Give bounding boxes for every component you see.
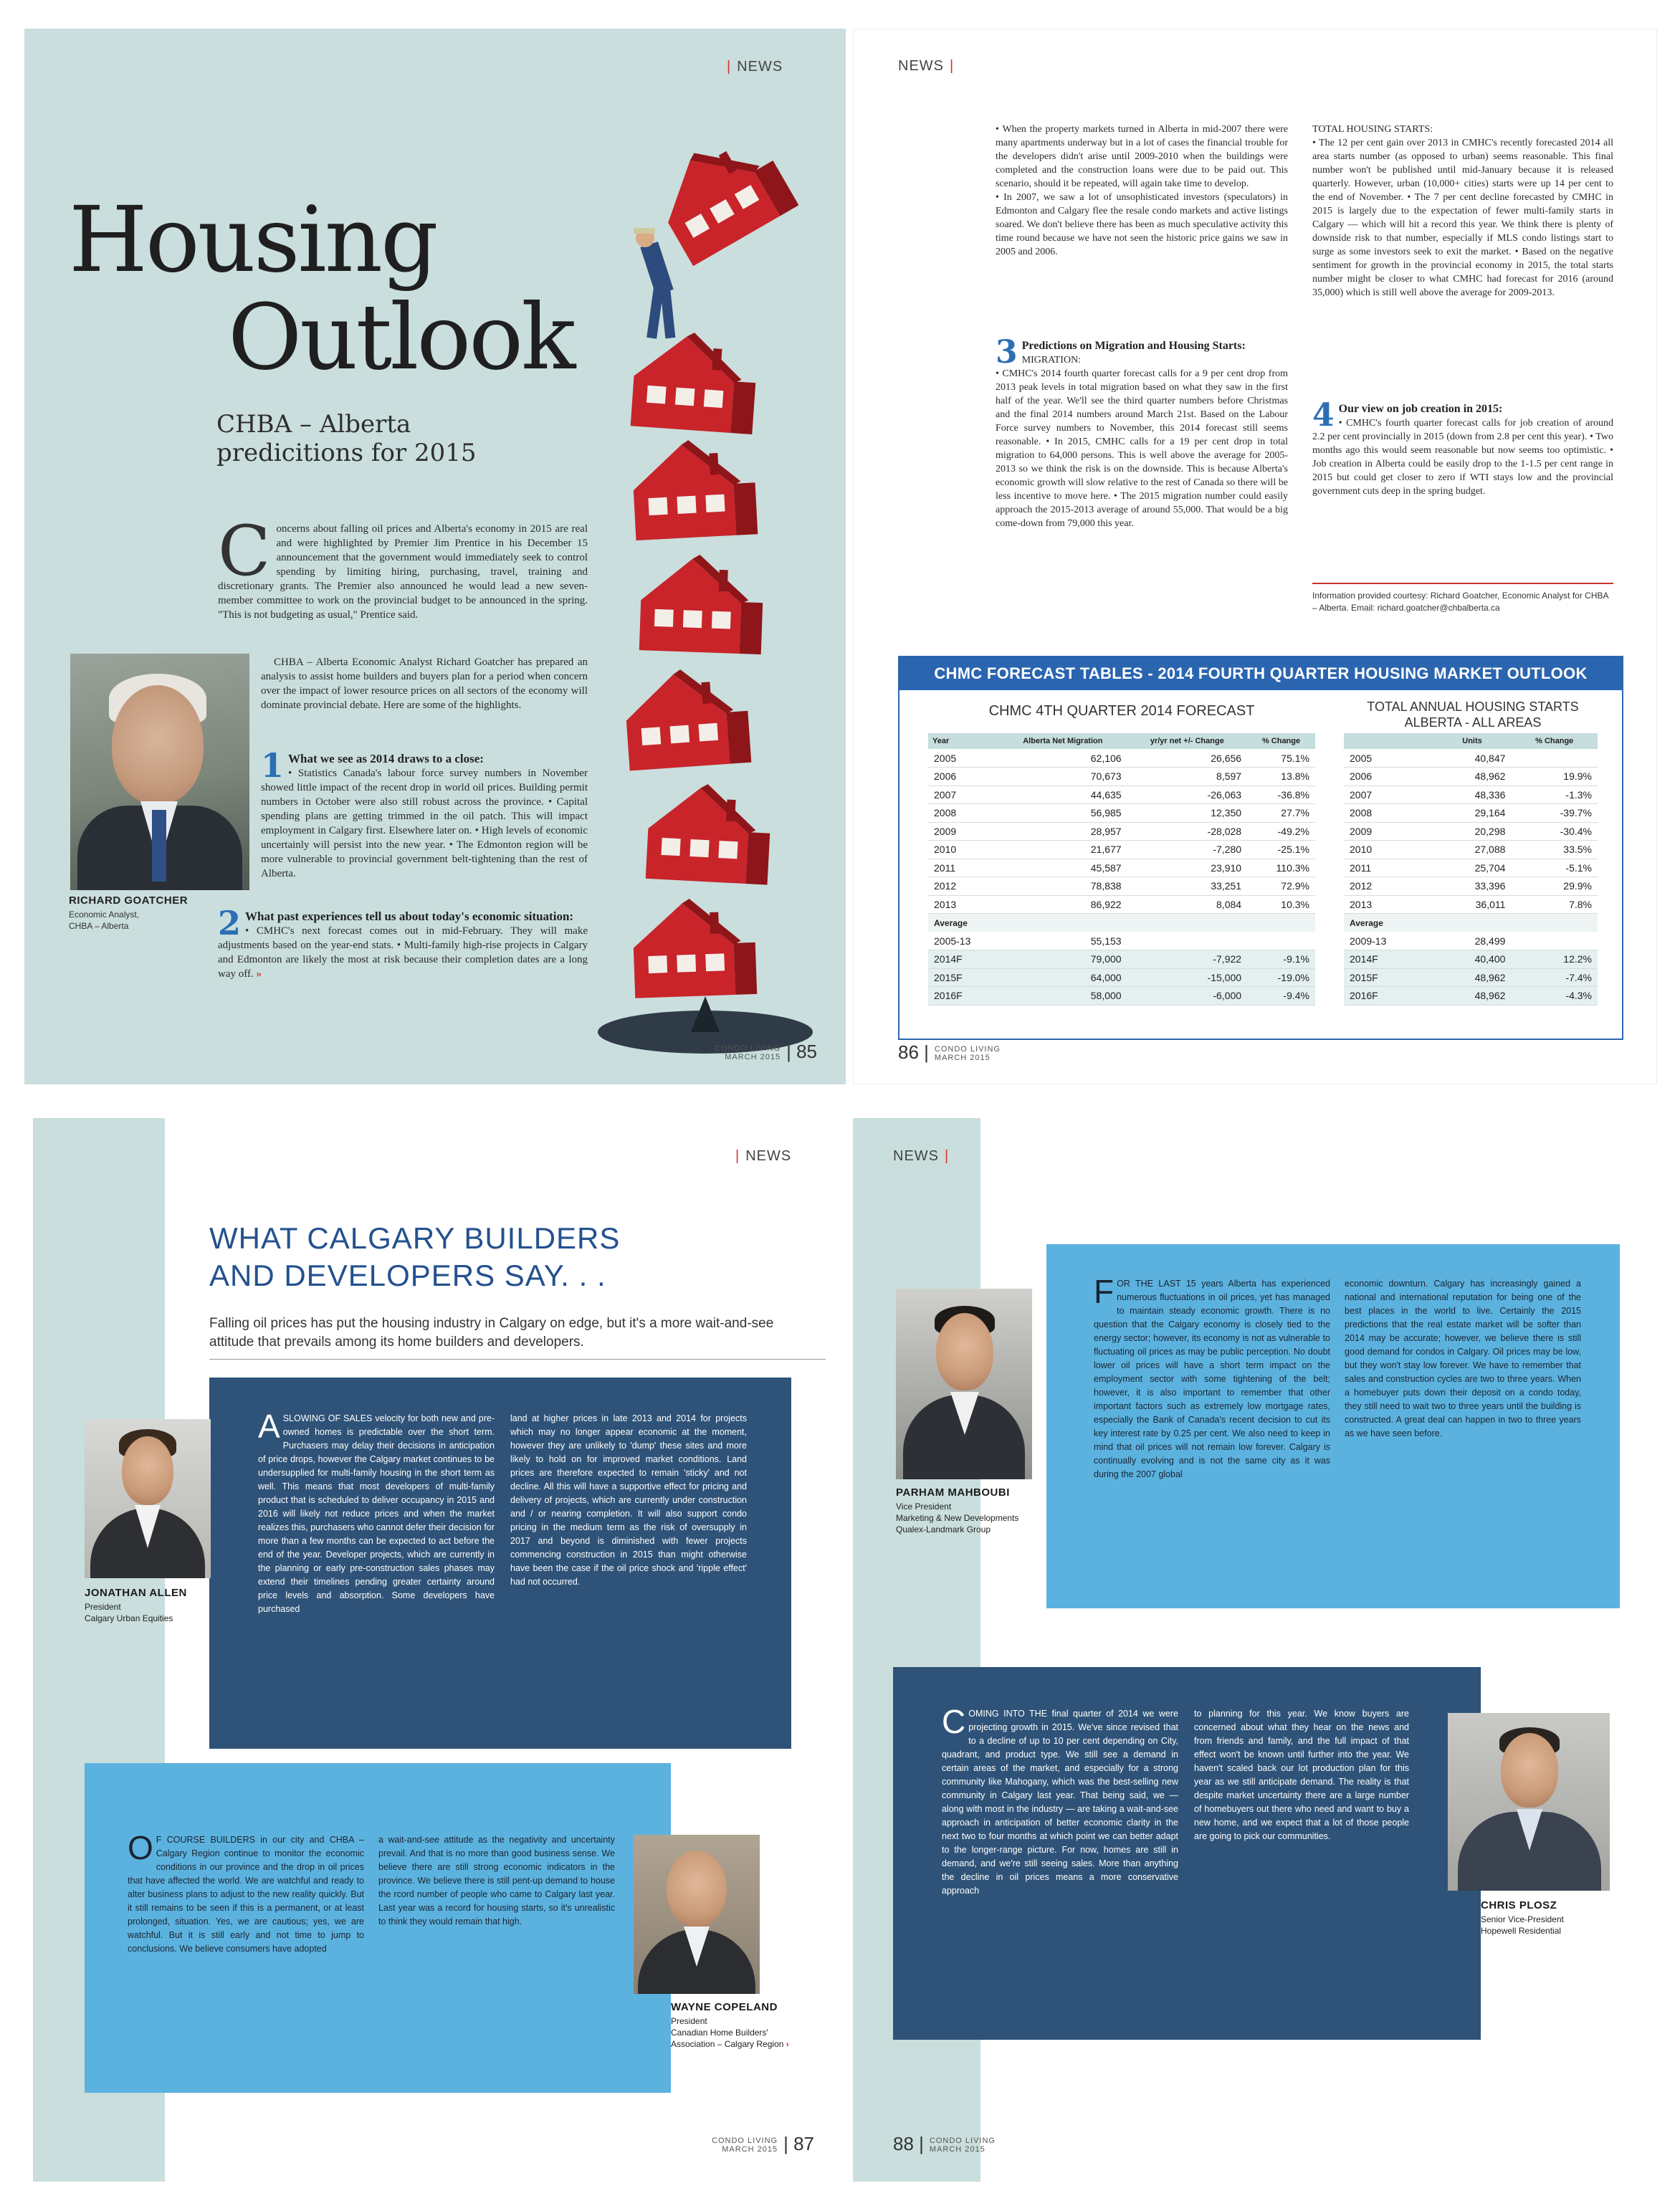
table-cell: 2013 [1344, 895, 1433, 914]
table-cell: -7.4% [1511, 968, 1598, 987]
table-cell [1433, 914, 1512, 932]
table-cell: 33,396 [1433, 877, 1512, 896]
table-cell: -1.3% [1511, 786, 1598, 804]
table-cell: 21,677 [998, 841, 1127, 859]
copeland-role: President Canadian Home Builders' Association – Calgary Region › [671, 2016, 789, 2049]
table-cell: 2010 [928, 841, 998, 859]
table-banner: CHMC FORECAST TABLES - 2014 FOURTH QUARTER HOUSING MARKET OUTLOOK [899, 657, 1622, 690]
quote-column-b: a wait-and-see attitude as the negativity and uncertainty prevail. And that is no more than good business sense. We believe there are still strong economic indicators in the province. We believe there is still pent-up demand to house the rcord number of people who came to Calgary last year. Last year was a record for housing starts, so it's unrealistic to think they would remain that high. [378, 1835, 615, 1927]
table-row [1344, 786, 1598, 804]
section-1: 1 What we see as 2014 draws to a close: • Statistics Canada's labour force survey numbers in November showed little impact of the recent drop in world oil prices. Building permit numbers in October were also still robust across the province. • Capital spending plans are getting trimmed in the oil patch. This will impact employment in Calgary first. Elsewhere later on. • High levels of economic uncertainly will persist into the new year. • The Edmonton region will be more vulnerable to provincial government belt-tightening than the rest of Alberta. [261, 746, 588, 879]
table-cell: 2016F [928, 987, 998, 1006]
table-row [928, 804, 1315, 823]
continue-arrow-icon: » [256, 968, 262, 980]
table-cell: 2009 [928, 822, 998, 841]
wayne-copeland-photo [634, 1835, 760, 1994]
table-cell: 7.8% [1511, 895, 1598, 914]
jonathan-allen-photo [85, 1419, 211, 1578]
table-cell: -4.3% [1511, 987, 1598, 1006]
drop-cap: O [128, 1829, 153, 1866]
table-cell: -39.7% [1511, 804, 1598, 823]
table-row [928, 822, 1315, 841]
page-footer: CONDO LIVING MARCH 2015 | 87 [712, 2133, 814, 2154]
feature-dek: Falling oil prices has put the housing industry in Calgary on edge, but it's a more wait-and-see attitude that prevails among its home builders and developers. [209, 1316, 774, 1350]
table-row [928, 859, 1315, 877]
intro-text-2: CHBA – Alberta Economic Analyst Richard Goatcher has prepared an analysis to assist home builders and buyers plan for a period when concern over the impact of lower resource prices on all sectors of the economy will dominate provincial debate. Here are some of the highlights. [261, 657, 588, 711]
table-cell: 19.9% [1511, 768, 1598, 786]
table-cell: 48,962 [1433, 968, 1512, 987]
table-cell: 2014F [928, 950, 998, 969]
intro-text: Concerns about falling oil prices and Alberta's economy in 2015 are real and were highlighted by Premier Jim Prentice in his December 15 announcement that the government would immediately seek to control spending by limiting hiring, purchasing, travel, training and discretionary grants. The Premier also announced he would lead a new seven-member committee to work on the provincial budget to be announced in the spring. "This is not budgeting as usual," Prentice said. [218, 511, 588, 621]
table-cell: 20,298 [1433, 822, 1512, 841]
table-cell: 72.9% [1247, 877, 1315, 896]
section-number: 1 [261, 746, 285, 785]
page-number: 86 [898, 1041, 919, 1063]
quote-column-a: O F COURSE BUILDERS in our city and CHBA – Calgary Region continue to monitor the economic conditions in our province and the drop in oil prices that have affected the world. We are watchful and ready to alter business plans to adjust to the new reality quickly. But it still remains to be seen if this is a permanent, or at least prolonged, situation. Yes, we are cautious; yes, we are watchful. But it is still early and not time to jump to conclusions. We believe consumers have adopted [128, 1829, 364, 1954]
article-title-line2: Outlook [228, 285, 574, 390]
table-cell: 86,922 [998, 895, 1127, 914]
divider [1312, 583, 1613, 584]
source-credit: Information provided courtesy: Richard Goatcher, Economic Analyst for CHBA – Alberta. Email: richard.goatcher@chbalberta.ca [1312, 591, 1608, 613]
table-cell: 2006 [928, 768, 998, 786]
column-header [1344, 733, 1433, 749]
section-4: 4 Our view on job creation in 2015: • CMHC's fourth quarter forecast calls for job creation of around 2.2 per cent provincially in 2015 (down from 2.8 per cent this year). • Two months ago this would seem reasonable but now seems too optimistic. • Job creation in Alberta could be easily drop to the 1-1.5 per cent range in 2015 but could get closer to zero if WTI stays low and the provincial government cuts deep in the spring budget. [1312, 397, 1613, 497]
column-header: Units [1433, 733, 1512, 749]
table-cell: 2009 [1344, 822, 1433, 841]
column-header: % Change [1247, 733, 1315, 749]
table-cell: 2007 [928, 786, 998, 804]
page-88 [853, 1118, 1657, 2182]
table-row [1344, 859, 1598, 877]
page-number: 88 [893, 2133, 914, 2154]
table-cell: 48,962 [1433, 768, 1512, 786]
news-section-tag: NEWS | [893, 1148, 950, 1164]
table-cell: -30.4% [1511, 822, 1598, 841]
table-cell [1511, 749, 1598, 768]
quote-column-b: to planning for this year. We know buyers are concerned about what they hear on the news and from friends and family, and the full impact of that effect won't be known until further into the year. We haven't scaled back our lot production plan for this year as we still anticipate demand. The reality is that despite market uncertainty there are a large number of homebuyers out there who need and want to buy a new home, and we expect that a lot of those people are going to pick our communities. [1194, 1709, 1409, 1841]
table-cell: -9.4% [1247, 987, 1315, 1006]
mahboubi-name: PARHAM MAHBOUBI [896, 1486, 1010, 1499]
table-row [1344, 768, 1598, 786]
migration-forecast-table [928, 733, 1315, 1006]
table-row [1344, 950, 1598, 969]
plosz-role: Senior Vice-President Hopewell Residential [1481, 1914, 1564, 1936]
section-number: 4 [1312, 397, 1335, 434]
table-row [928, 895, 1315, 914]
column-header: yr/yr net +/- Change [1127, 733, 1247, 749]
allen-name: JONATHAN ALLEN [85, 1587, 187, 1599]
table-cell: 25,704 [1433, 859, 1512, 877]
column-b: TOTAL HOUSING STARTS: • The 12 per cent gain over 2013 in CMHC's recently forecasted 2014 all area starts number (as opposed to urban) seems reasonable. This final number won't be published until mid-January because it is released quarterly. However, urban (10,000+ cities) starts were up 14 per cent to the end of November. • The 7 per cent decline forecasted by CMHC in 2015 is largely due to the expectation of fewer multi-family starts in Calgary — which will hit a record this year. We think there is plenty of downside risk to that number, especially if MLS condo listings start to surge as some investors seek to exit the market. • Based on the negative sentiment for growth in the provincial economy in 2015, the total starts number might be closer to what CMHC had forecast for 2016 (around 35,000) which is still well above the average for 2009-2013. [1312, 124, 1613, 298]
table-row [928, 914, 1315, 932]
table-cell: 27.7% [1247, 804, 1315, 823]
housing-starts-table [1344, 733, 1598, 1006]
table-cell: -5.1% [1511, 859, 1598, 877]
table-cell: 78,838 [998, 877, 1127, 896]
table-cell [1127, 932, 1247, 950]
table-cell: 29,164 [1433, 804, 1512, 823]
table-cell: 40,847 [1433, 749, 1512, 768]
table-cell: 2012 [928, 877, 998, 896]
table-cell: Average [928, 914, 998, 932]
table-cell: 2010 [1344, 841, 1433, 859]
table-cell: 56,985 [998, 804, 1127, 823]
table-cell: 2012 [1344, 877, 1433, 896]
table-cell: 2011 [928, 859, 998, 877]
table-cell: 13.8% [1247, 768, 1315, 786]
table-row [928, 768, 1315, 786]
table-cell [998, 914, 1127, 932]
table-row [1344, 914, 1598, 932]
section-number: 3 [996, 334, 1018, 371]
column-header: Alberta Net Migration [998, 733, 1127, 749]
table-row [1344, 968, 1598, 987]
quote-column-a: COMING INTO THE final quarter of 2014 we were projecting growth in 2015. We've since revised that to a decline of up to 10 per cent depending on City, quadrant, and product type. We still see a demand in certain areas of the market, and especially for a strong community like Mahogany, which was the best-selling new community in Calgary last year. That being said, we — along with most in the industry — are taking a wait-and-see approach in anticipation of better economic clarity in the next two to four months at which point we can better adapt to the longer-range picture. For now, homes are still in demand, and we're still seeing sales. More than anything the decline in oil prices means a more conservative approach [942, 1703, 1178, 1896]
table-cell: 55,153 [998, 932, 1127, 950]
page-85 [24, 29, 846, 1084]
table-cell: 2007 [1344, 786, 1433, 804]
table-row [1344, 877, 1598, 896]
table-cell: 45,587 [998, 859, 1127, 877]
table2-title: TOTAL ANNUAL HOUSING STARTS ALBERTA - ALL AREAS [1367, 700, 1579, 730]
table-cell: Average [1344, 914, 1433, 932]
table-cell [1127, 914, 1247, 932]
table-row [928, 968, 1315, 987]
plosz-quote-box [893, 1667, 1481, 2040]
photo-caption-name: RICHARD GOATCHER [69, 894, 188, 907]
table-cell: 33.5% [1511, 841, 1598, 859]
plosz-name: CHRIS PLOSZ [1481, 1899, 1557, 1911]
table-cell: 2015F [1344, 968, 1433, 987]
table-cell: 8,084 [1127, 895, 1247, 914]
table-cell: 12.2% [1511, 950, 1598, 969]
forecast-tables [898, 656, 1623, 1040]
drop-cap: F [1094, 1273, 1115, 1310]
table-cell: 2005-13 [928, 932, 998, 950]
drop-cap: C [942, 1703, 966, 1740]
section-number: 2 [218, 904, 242, 942]
quote-column-a: FOR THE LAST 15 years Alberta has experienced numerous fluctuations in oil prices, yet has managed to maintain steady economic growth. There is no question that the Calgary economy is closely tied to the energy sector; however, its economy is not as vulnerable to fluctuating oil prices as may be public perception. No doubt lower oil prices will have a short term impact on the employment sector with some tightening of the belt; however, it is also important to remember that other important factors such as extremely low mortgage rates, especially the Bank of Canada's recent decision to cut its key interest rate by 0.25 per cent. We also need to keep in mind that oil prices will not remain low forever. Calgary is continually evolving and is not the same city as it was during the 2007 global [1094, 1273, 1330, 1479]
photo-caption-role: Economic Analyst, CHBA – Alberta [69, 910, 140, 931]
table-cell: 27,088 [1433, 841, 1512, 859]
table-cell [1511, 932, 1598, 950]
divider [209, 1359, 826, 1360]
section-heading: What we see as 2014 draws to a close: [288, 752, 484, 765]
table-row [928, 841, 1315, 859]
table-row [928, 932, 1315, 950]
table-cell: -19.0% [1247, 968, 1315, 987]
table-cell: 2014F [1344, 950, 1433, 969]
table-cell: 110.3% [1247, 859, 1315, 877]
table-cell: 2013 [928, 895, 998, 914]
copeland-quote-box [85, 1763, 671, 2093]
table-cell: -7,922 [1127, 950, 1247, 969]
copeland-name: WAYNE COPELAND [671, 2001, 778, 2013]
column-header: Year [928, 733, 998, 749]
table-cell: -25.1% [1247, 841, 1315, 859]
table-cell [1247, 932, 1315, 950]
stacked-houses-illustration [598, 100, 798, 1046]
table-cell: 58,000 [998, 987, 1127, 1006]
article-title-line1: Housing [69, 187, 436, 292]
table-cell: -28,028 [1127, 822, 1247, 841]
parham-mahboubi-photo [896, 1289, 1032, 1479]
table-cell: 28,957 [998, 822, 1127, 841]
table-cell: 2005 [928, 749, 998, 768]
page-87 [33, 1118, 846, 2182]
table-cell: -15,000 [1127, 968, 1247, 987]
page-number: 87 [793, 2133, 814, 2154]
table-cell: 12,350 [1127, 804, 1247, 823]
table-cell: 28,499 [1433, 932, 1512, 950]
table-row [928, 950, 1315, 969]
page-footer: 88 | CONDO LIVING MARCH 2015 [893, 2133, 996, 2154]
table-row [1344, 804, 1598, 823]
allen-role: President Calgary Urban Equities [85, 1602, 173, 1623]
quote-column-b: land at higher prices in late 2013 and 2014 for projects which may no longer appear economic at the moment, however they are unlikely to 'dump' these sites and more likely to hold on for improved market conditions. Land prices are therefore expected to remain 'sticky' and not decline. All this will have a supportive effect for pricing and delivery of projects, which are currently under construction and / or nearing completion. It will also support condo pricing in the medium term as the risk of oversupply in 2017 and beyond is diminished with fewer projects commencing construction in 2015 than might otherwise have been the case if the oil price shock and 'ripple effect' had not occurred. [510, 1413, 747, 1587]
table-cell: 44,635 [998, 786, 1127, 804]
table-cell: 40,400 [1433, 950, 1512, 969]
table-cell: 2011 [1344, 859, 1433, 877]
table-row [928, 877, 1315, 896]
table-cell: 2006 [1344, 768, 1433, 786]
table-cell: 79,000 [998, 950, 1127, 969]
table-row [1344, 987, 1598, 1006]
table-cell: -9.1% [1247, 950, 1315, 969]
mahboubi-quote-box [1046, 1244, 1620, 1608]
drop-cap: A [258, 1408, 280, 1445]
table-header-row [928, 733, 1315, 749]
table-cell: 2016F [1344, 987, 1433, 1006]
table-cell: 29.9% [1511, 877, 1598, 896]
table-cell: -7,280 [1127, 841, 1247, 859]
section-heading: Predictions on Migration and Housing Starts: [1021, 340, 1246, 352]
quote-column-b: economic downturn. Calgary has increasingly gained a national and international reputation for being one of the best places in the world to live. Certainly the 2015 predictions that the real estate market will be softer than 2014 may be accurate; however, we believe there is still good demand for condos in Calgary. Oil prices may be low, but they won't stay low forever. We have to remember that sales and construction cycles are two to three years. When a homebuyer puts down their deposit on a condo today, they still need to wait two to three years until the building is constructed. A great deal can happen in two to three years as we have seen before. [1345, 1279, 1581, 1438]
news-section-tag: | NEWS [727, 59, 783, 75]
page-86 [853, 29, 1657, 1084]
section-heading: Our view on job creation in 2015: [1338, 403, 1503, 415]
table-cell: 48,962 [1433, 987, 1512, 1006]
table-cell: 2008 [928, 804, 998, 823]
feature-headline: WHAT CALGARY BUILDERS AND DEVELOPERS SAY. . . [209, 1221, 621, 1292]
page-number: 85 [796, 1041, 817, 1062]
column-a: • When the property markets turned in Alberta in mid-2007 there were many apartments underway but in a lot of cases the financial trouble for the developers didn't arise until 2009-2010 when the buildings were completed and the construction loans were due to be paid out. This scenario, should it be repeated, will again take time to develop. • In 2007, we saw a lot of unsophisticated investors (speculators) in Edmonton and Calgary flee the resale condo markets and active listings soared. We don't believe there has been as much speculative activity this time round because we have not seen the historic price gains we saw in 2005 and 2006. [996, 124, 1288, 257]
mahboubi-role: Vice President Marketing & New Developments Qualex-Landmark Group [896, 1502, 1019, 1534]
table-cell: 2015F [928, 968, 998, 987]
table-cell [1247, 914, 1315, 932]
section-heading: What past experiences tell us about today's economic situation: [245, 910, 574, 923]
table-cell: 2005 [1344, 749, 1433, 768]
column-header: % Change [1511, 733, 1598, 749]
table-cell: 36,011 [1433, 895, 1512, 914]
table-row [1344, 749, 1598, 768]
continue-arrow-icon: › [786, 2039, 789, 2049]
quote-column-a: ASLOWING OF SALES velocity for both new and pre-owned homes is predictable over the short term. Purchasers may delay their decisions in anticipation of price drops, however the Calgary market continues to be undersupplied for multi-family housing in the short term as well. This means that most developers of multi-family product that is scheduled to deliver occupancy in 2015 and 2016 will likely not reduce prices and when the market realizes this, purchasers who cannot defer their decision for more than a few months can be expected to act before the end of the year. Developer projects, which are currently in the planning or early pre-construction sales phases may extend their timelines pending greater certainty around price levels and absorption. Some developers have purchased [258, 1408, 495, 1614]
news-section-tag: | NEWS [735, 1148, 792, 1164]
table1-title: CHMC 4TH QUARTER 2014 FORECAST [988, 703, 1255, 719]
table-cell: -49.2% [1247, 822, 1315, 841]
table-cell: 23,910 [1127, 859, 1247, 877]
table-row [1344, 822, 1598, 841]
table-cell: 70,673 [998, 768, 1127, 786]
table-header-row [1344, 733, 1598, 749]
richard-goatcher-photo [70, 654, 249, 890]
section-3: 3 Predictions on Migration and Housing Starts: MIGRATION: • CMHC's 2014 fourth quarter forecast calls for a 9 per cent drop from 2013 peak levels in total migration based on what they saw in the first half of the year. We'll see the third quarter numbers before Christmas and the final 2014 numbers around March 21st. Based on the Labour Force survey numbers to November, this 2014 forecast still seems reasonable. • In 2015, CMHC calls for a 19 per cent drop in total migration to 64,000 persons. This is well above the average for 2005-2013 so we think the risk is on the downside. This is because Alberta's economic growth will slow relative to the rest of Canada so there will be less incentive to move here. • The 2015 migration number could easily approach the 2015-2013 average of around 55,000. That would be a big come-down from 79,000 this year. [996, 334, 1288, 529]
table-cell [1511, 914, 1598, 932]
table-cell: 64,000 [998, 968, 1127, 987]
article-subtitle: CHBA – Alberta predicitions for 2015 [216, 410, 477, 467]
table-cell: 33,251 [1127, 877, 1247, 896]
table-cell: 2009-13 [1344, 932, 1433, 950]
table-row [928, 987, 1315, 1006]
page-footer: CONDO LIVING MARCH 2015 | 85 [715, 1041, 817, 1062]
table-cell: -6,000 [1127, 987, 1247, 1006]
drop-cap: C [218, 511, 271, 591]
table-cell: 8,597 [1127, 768, 1247, 786]
table-cell: -36.8% [1247, 786, 1315, 804]
table-cell: 75.1% [1247, 749, 1315, 768]
table-row [1344, 932, 1598, 950]
table-cell: 2008 [1344, 804, 1433, 823]
table-cell: 48,336 [1433, 786, 1512, 804]
table-row [928, 749, 1315, 768]
chris-plosz-photo [1448, 1713, 1610, 1891]
table-cell: 62,106 [998, 749, 1127, 768]
table-cell: 26,656 [1127, 749, 1247, 768]
table-row [1344, 895, 1598, 914]
table-cell: -26,063 [1127, 786, 1247, 804]
table-cell: 10.3% [1247, 895, 1315, 914]
section-2: 2 What past experiences tell us about today's economic situation: • CMHC's next forecast comes out in mid-February. They will make adjustments based on the year-end stats. • Multi-family high-rise projects in Calgary and Edmonton are likely the most at risk because their completion dates are a long way off. » [218, 904, 588, 980]
page-footer: 86 | CONDO LIVING MARCH 2015 [898, 1041, 1001, 1063]
table-row [928, 786, 1315, 804]
allen-quote-box [209, 1378, 791, 1749]
news-section-tag: NEWS | [898, 58, 955, 74]
table-row [1344, 841, 1598, 859]
